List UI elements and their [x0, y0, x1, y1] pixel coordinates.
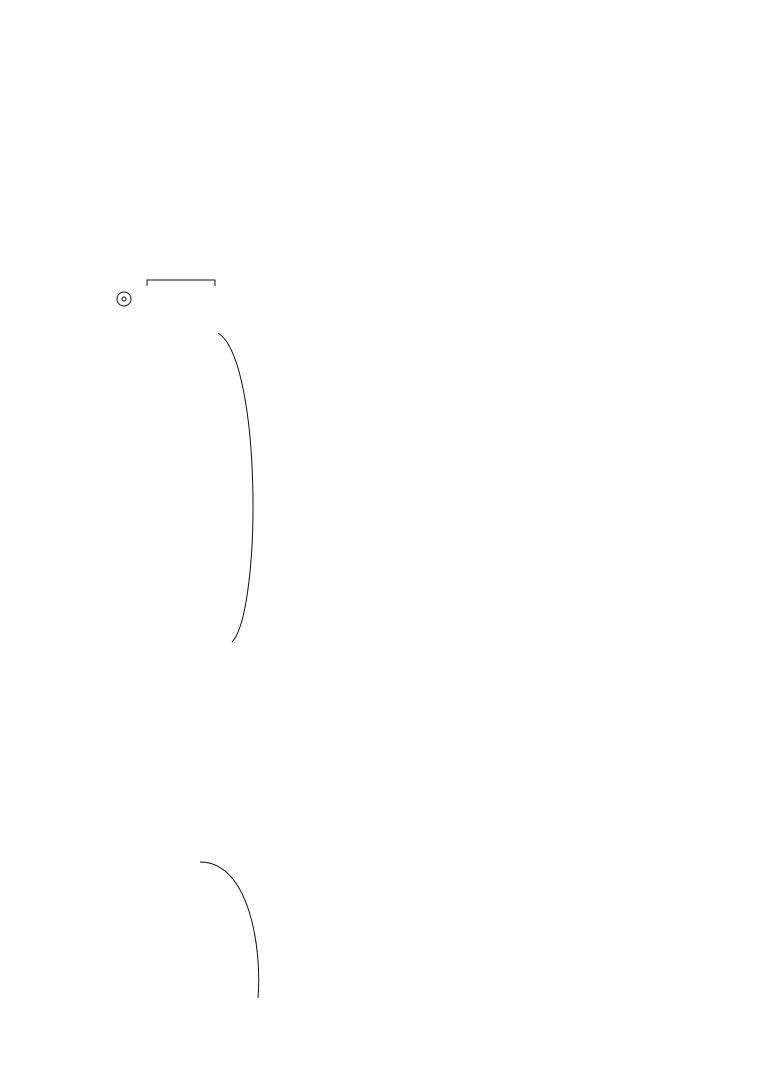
- phrase-curve-1: [218, 333, 253, 642]
- marker-dot: [122, 297, 126, 301]
- phrase-curve-2: [200, 862, 259, 998]
- hw-bracket: [147, 280, 215, 286]
- marker-circle: [117, 292, 131, 306]
